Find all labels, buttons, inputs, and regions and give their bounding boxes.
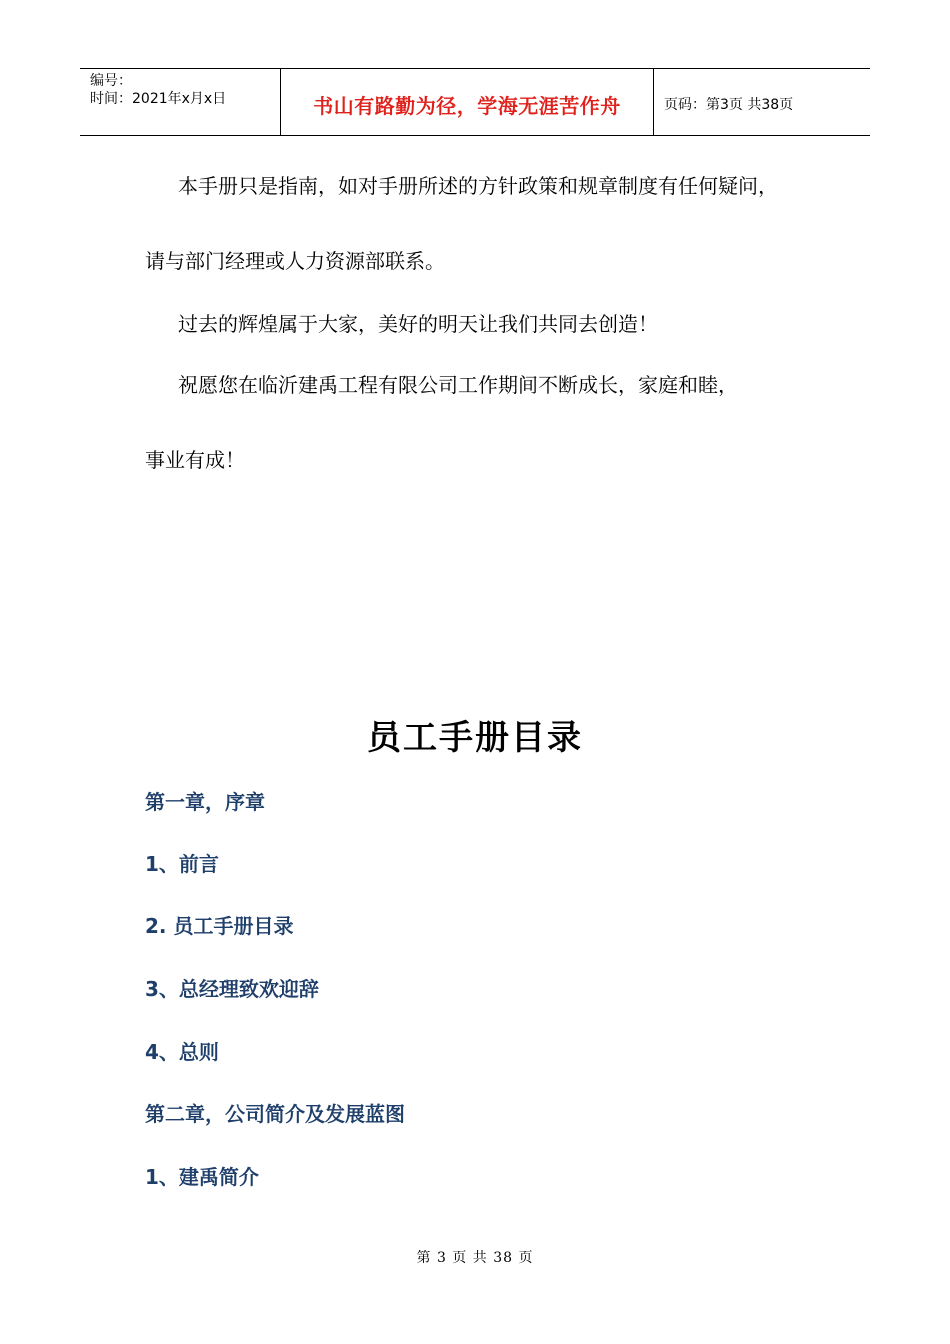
paragraph-guide-line2: 请与部门经理或人力资源部联系。 (145, 249, 445, 273)
toc-item[interactable]: 1、前言 (145, 852, 219, 876)
toc-item[interactable]: 3、总经理致欢迎辞 (145, 977, 319, 1001)
header-motto: 书山有路勤为径，学海无涯苦作舟 (281, 69, 654, 135)
toc-item[interactable]: 4、总则 (145, 1040, 219, 1064)
header-number-label: 编号： (90, 73, 132, 89)
toc-item[interactable]: 2. 员工手册目录 (145, 914, 294, 938)
toc-item[interactable]: 第一章，序章 (145, 790, 265, 814)
page-header (80, 68, 870, 136)
toc-title: 员工手册目录 (367, 718, 583, 758)
paragraph-wish-line1: 祝愿您在临沂建禹工程有限公司工作期间不断成长，家庭和睦， (178, 373, 738, 397)
toc-item[interactable]: 1、建禹简介 (145, 1165, 259, 1189)
paragraph-guide-line1: 本手册只是指南，如对手册所述的方针政策和规章制度有任何疑问， (178, 174, 778, 198)
toc-item[interactable]: 第二章，公司简介及发展蓝图 (145, 1102, 405, 1126)
paragraph-wish-line2: 事业有成！ (145, 448, 245, 472)
header-time-label: 时间：2021年x月x日 (90, 91, 227, 107)
page-footer: 第 3 页 共 38 页 (416, 1250, 534, 1266)
header-meta (80, 69, 281, 135)
paragraph-past-glory: 过去的辉煌属于大家，美好的明天让我们共同去创造！ (178, 312, 658, 336)
header-page-info: 页码：第3页 共38页 (664, 97, 794, 113)
